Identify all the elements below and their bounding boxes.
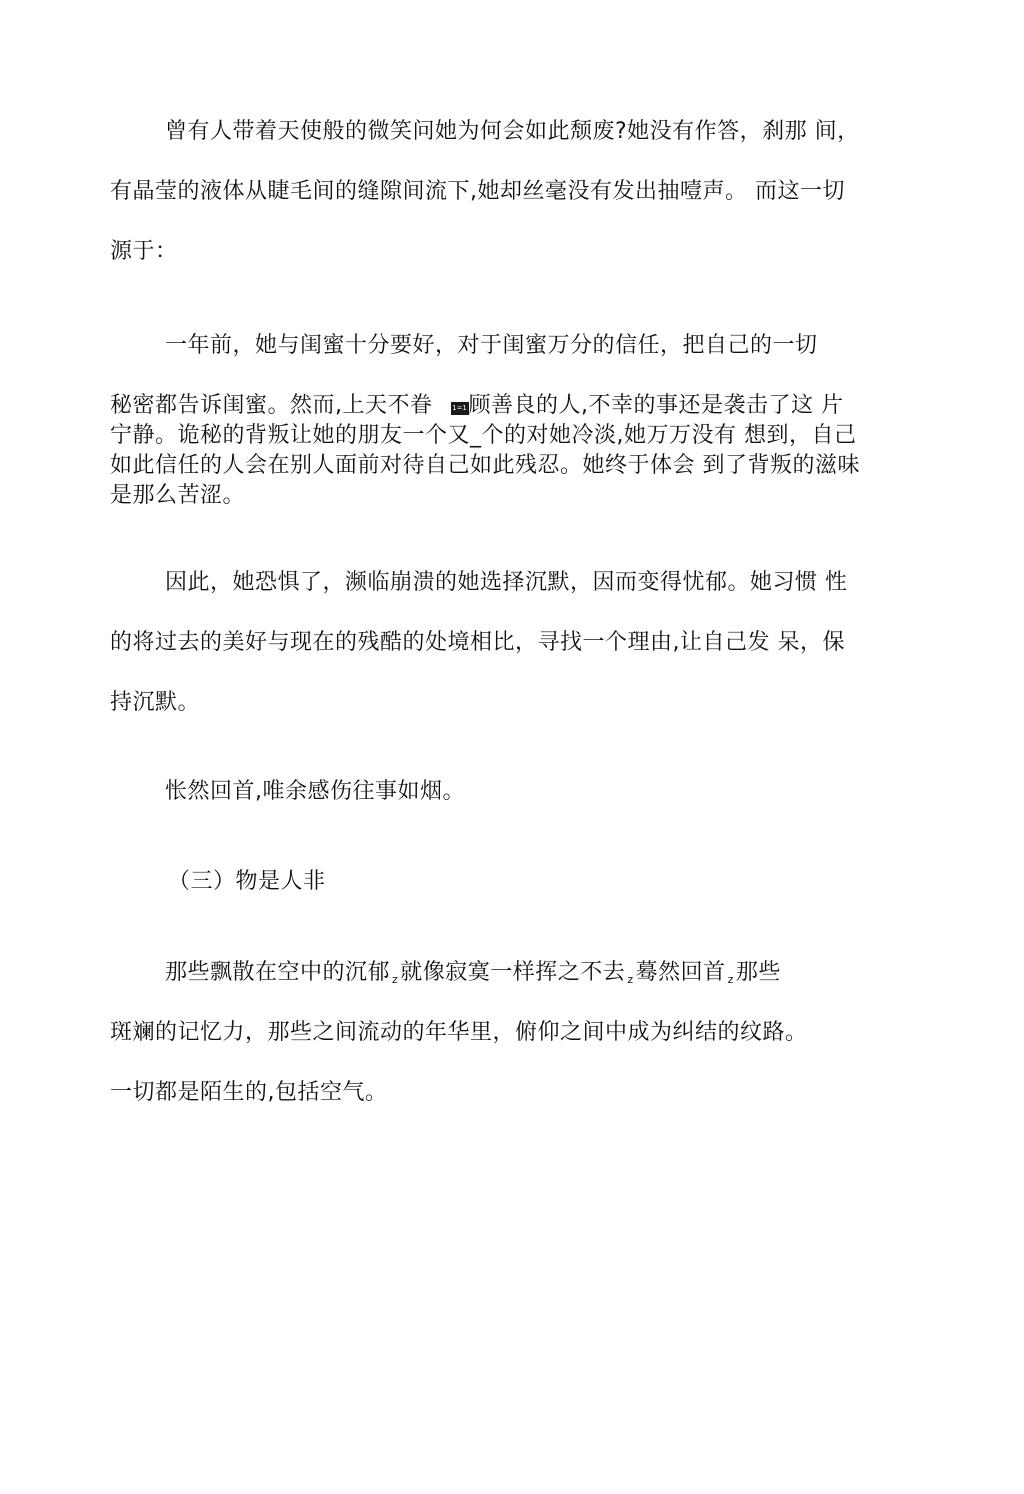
paragraph-2-line-2-start: 秘密都告诉闺蜜。然而,上天不眷	[110, 393, 433, 418]
inline-mark: 1=1	[451, 402, 469, 415]
paragraph-2-line-2-end: 顾善良的人,不幸的事还是袭击了这 片	[468, 393, 844, 418]
paragraph-3-line-3: 持沉默。	[110, 690, 201, 715]
paragraph-5-line-1-part-1: 那些飘散在空中的沉郁	[165, 960, 391, 985]
paragraph-5-line-1-part-3: 蓦然回首	[635, 960, 726, 985]
paragraph-3-line-2: 的将过去的美好与现在的残酷的处境相比，寻找一个理由,让自己发 呆，保	[110, 630, 845, 655]
paragraph-5-line-1	[165, 958, 781, 995]
paragraph-5-line-1-part-4: 那些	[735, 960, 781, 985]
paragraph-2-line-4: 如此信任的人会在别人面前对待自己如此残忍。她终于体会 到了背叛的滋味	[110, 453, 860, 478]
paragraph-2-line-2	[110, 391, 844, 421]
paragraph-1-line-2: 有晶莹的液体从睫毛间的缝隙间流下,她却丝毫没有发出抽噎声。 而这一切	[110, 179, 845, 204]
subscript-mark-3: z	[727, 973, 734, 986]
paragraph-1-line-1: 曾有人带着天使般的微笑问她为何会如此颓废?她没有作答，刹那 间，	[165, 119, 860, 144]
subscript-mark-1: z	[392, 973, 399, 986]
paragraph-2-line-1: 一年前，她与闺蜜十分要好，对于闺蜜万分的信任，把自己的一切	[165, 333, 818, 358]
paragraph-2-line-3: 宁静。诡秘的背叛让她的朋友一个又_个的对她冷淡,她万万没有 想到，自己	[110, 423, 857, 448]
paragraph-4-line-1: 怅然回首,唯余感伤往事如烟。	[165, 779, 465, 804]
paragraph-5-line-2: 斑斓的记忆力，那些之间流动的年华里，俯仰之间中成为纠结的纹路。	[110, 1020, 808, 1045]
subscript-mark-2: z	[627, 973, 634, 986]
section-heading: （三）物是人非	[168, 869, 326, 894]
paragraph-1-line-3: 源于：	[110, 239, 178, 264]
paragraph-5-line-3: 一切都是陌生的,包括空气。	[110, 1080, 388, 1105]
paragraph-5-line-1-part-2: 就像寂寞一样挥之不去	[400, 960, 626, 985]
paragraph-3-line-1: 因此，她恐惧了，濒临崩溃的她选择沉默，因而变得忧郁。她习惯 性	[165, 570, 848, 595]
paragraph-2-line-5: 是那么苦涩。	[110, 483, 246, 508]
